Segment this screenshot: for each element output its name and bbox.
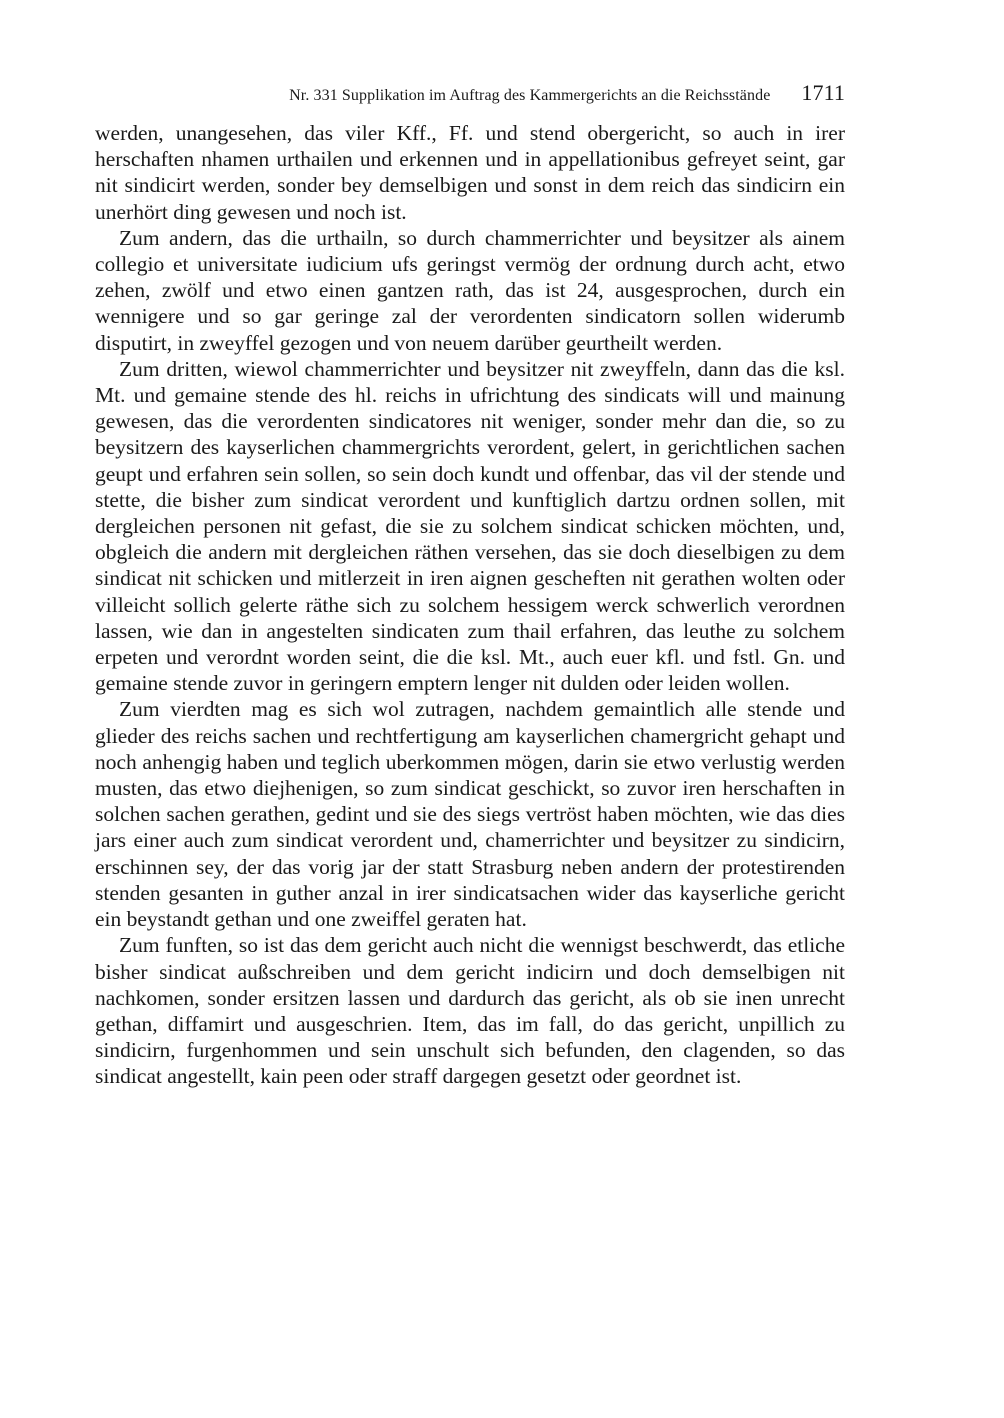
paragraph-1: werden, unangesehen, das viler Kff., Ff. und stend obergericht, so auch in irer herschaften nhamen urthailen und erkennen und in appellationibus gefreyet seint, gar nit sindicirt werden, sonder bey demselbigen und sonst in dem reich das sindicirn ein unerhört ding gewesen und noch ist. [95,121,845,224]
running-header [95,80,845,106]
document-page [95,80,845,1090]
paragraph-5: Zum funften, so ist das dem gericht auch nicht die wennigst beschwerdt, das etliche bisher sindicat außschreiben und dem gericht indicirn und doch demselbigen nit nachkomen, sonder ersitzen lassen und dardurch das gericht, als ob sie inen unrecht gethan, diffamirt und ausgeschrien. Item, das im fall, do das gericht, unpillich zu sindicirn, furgenhommen und sein unschult sich befunden, den clagenden, so das sindicat angestellt, kain peen oder straff dargegen gesetzt oder geordnet ist. [95,933,845,1089]
body-text [95,120,845,1090]
running-title: Nr. 331 Supplikation im Auftrag des Kammergerichts an die Reichsstände [289,87,771,104]
page-number: 1711 [801,80,845,105]
paragraph-3: Zum dritten, wiewol chammerrichter und beysitzer nit zweyffeln, dann das die ksl. Mt. und gemaine stende des hl. reichs in ufrichtung des sindicats will und mainung gewesen, das die verordenten sindicatores nit weniger, sonder mehr dan die, so zu beysitzern des kayserlichen chammergrichts verordent, gelert, in gerichtlichen sachen geupt und erfahren sein sollen, so sein doch kundt und offenbar, das vil der stende und stette, die bisher zum sindicat verordent und kunftiglich dartzu ordnen sollen, mit dergleichen personen nit gefast, die sie zu solchem sindicat schicken möchten, und, obgleich die andern mit dergleichen räthen versehen, das sie doch dieselbigen zu dem sindicat nit schicken und mitlerzeit in iren aignen gescheften nit gerathen wolten oder villeicht sollich gelerte räthe sich zu solchem hessigem werck schwerlich verordnen lassen, wie dan in angestelten sindicaten zum thail erfahren, das leuthe zu solchem erpeten und verordnt worden seint, die die ksl. Mt., auch euer kfl. und fstl. Gn. und gemaine stende zuvor in geringern emptern lenger nit dulden oder leiden wollen. [95,356,845,696]
paragraph-2: Zum andern, das die urthailn, so durch chammerrichter und beysitzer als ainem collegio et universitate iudicium ufs geringst vermög der ordnung durch acht, etwo zehen, zwölf und etwo einen gantzen rath, das ist 24, ausgesprochen, durch ein wennigere und so gar geringe zal der verordenten sindicatorn sollen widerumb disputirt, in zweyffel gezogen und von neuem darüber geurtheilt werden. [95,225,845,355]
paragraph-4: Zum vierdten mag es sich wol zutragen, nachdem gemaintlich alle stende und glieder des reichs sachen und rechtfertigung am kayserlichen chamergricht gehapt und noch anhengig haben und teglich uberkommen mögen, darin sie etwo verlustig werden musten, das etwo diejhenigen, so zum sindicat geschickt, so zuvor iren herschaften in solchen sachen gerathen, gedint und sie des siegs vertröst haben möchten, wie das dies jars einer auch zum sindicat verordent und, chamerrichter und beysitzer zu sindicirn, erschinnen sey, der das vorig jar der statt Strasburg neben andern der protestirenden stenden gesanten in guther anzal in irer sindicatsachen wider das kayserliche gericht ein beystandt gethan und one zweiffel geraten hat. [95,697,845,932]
